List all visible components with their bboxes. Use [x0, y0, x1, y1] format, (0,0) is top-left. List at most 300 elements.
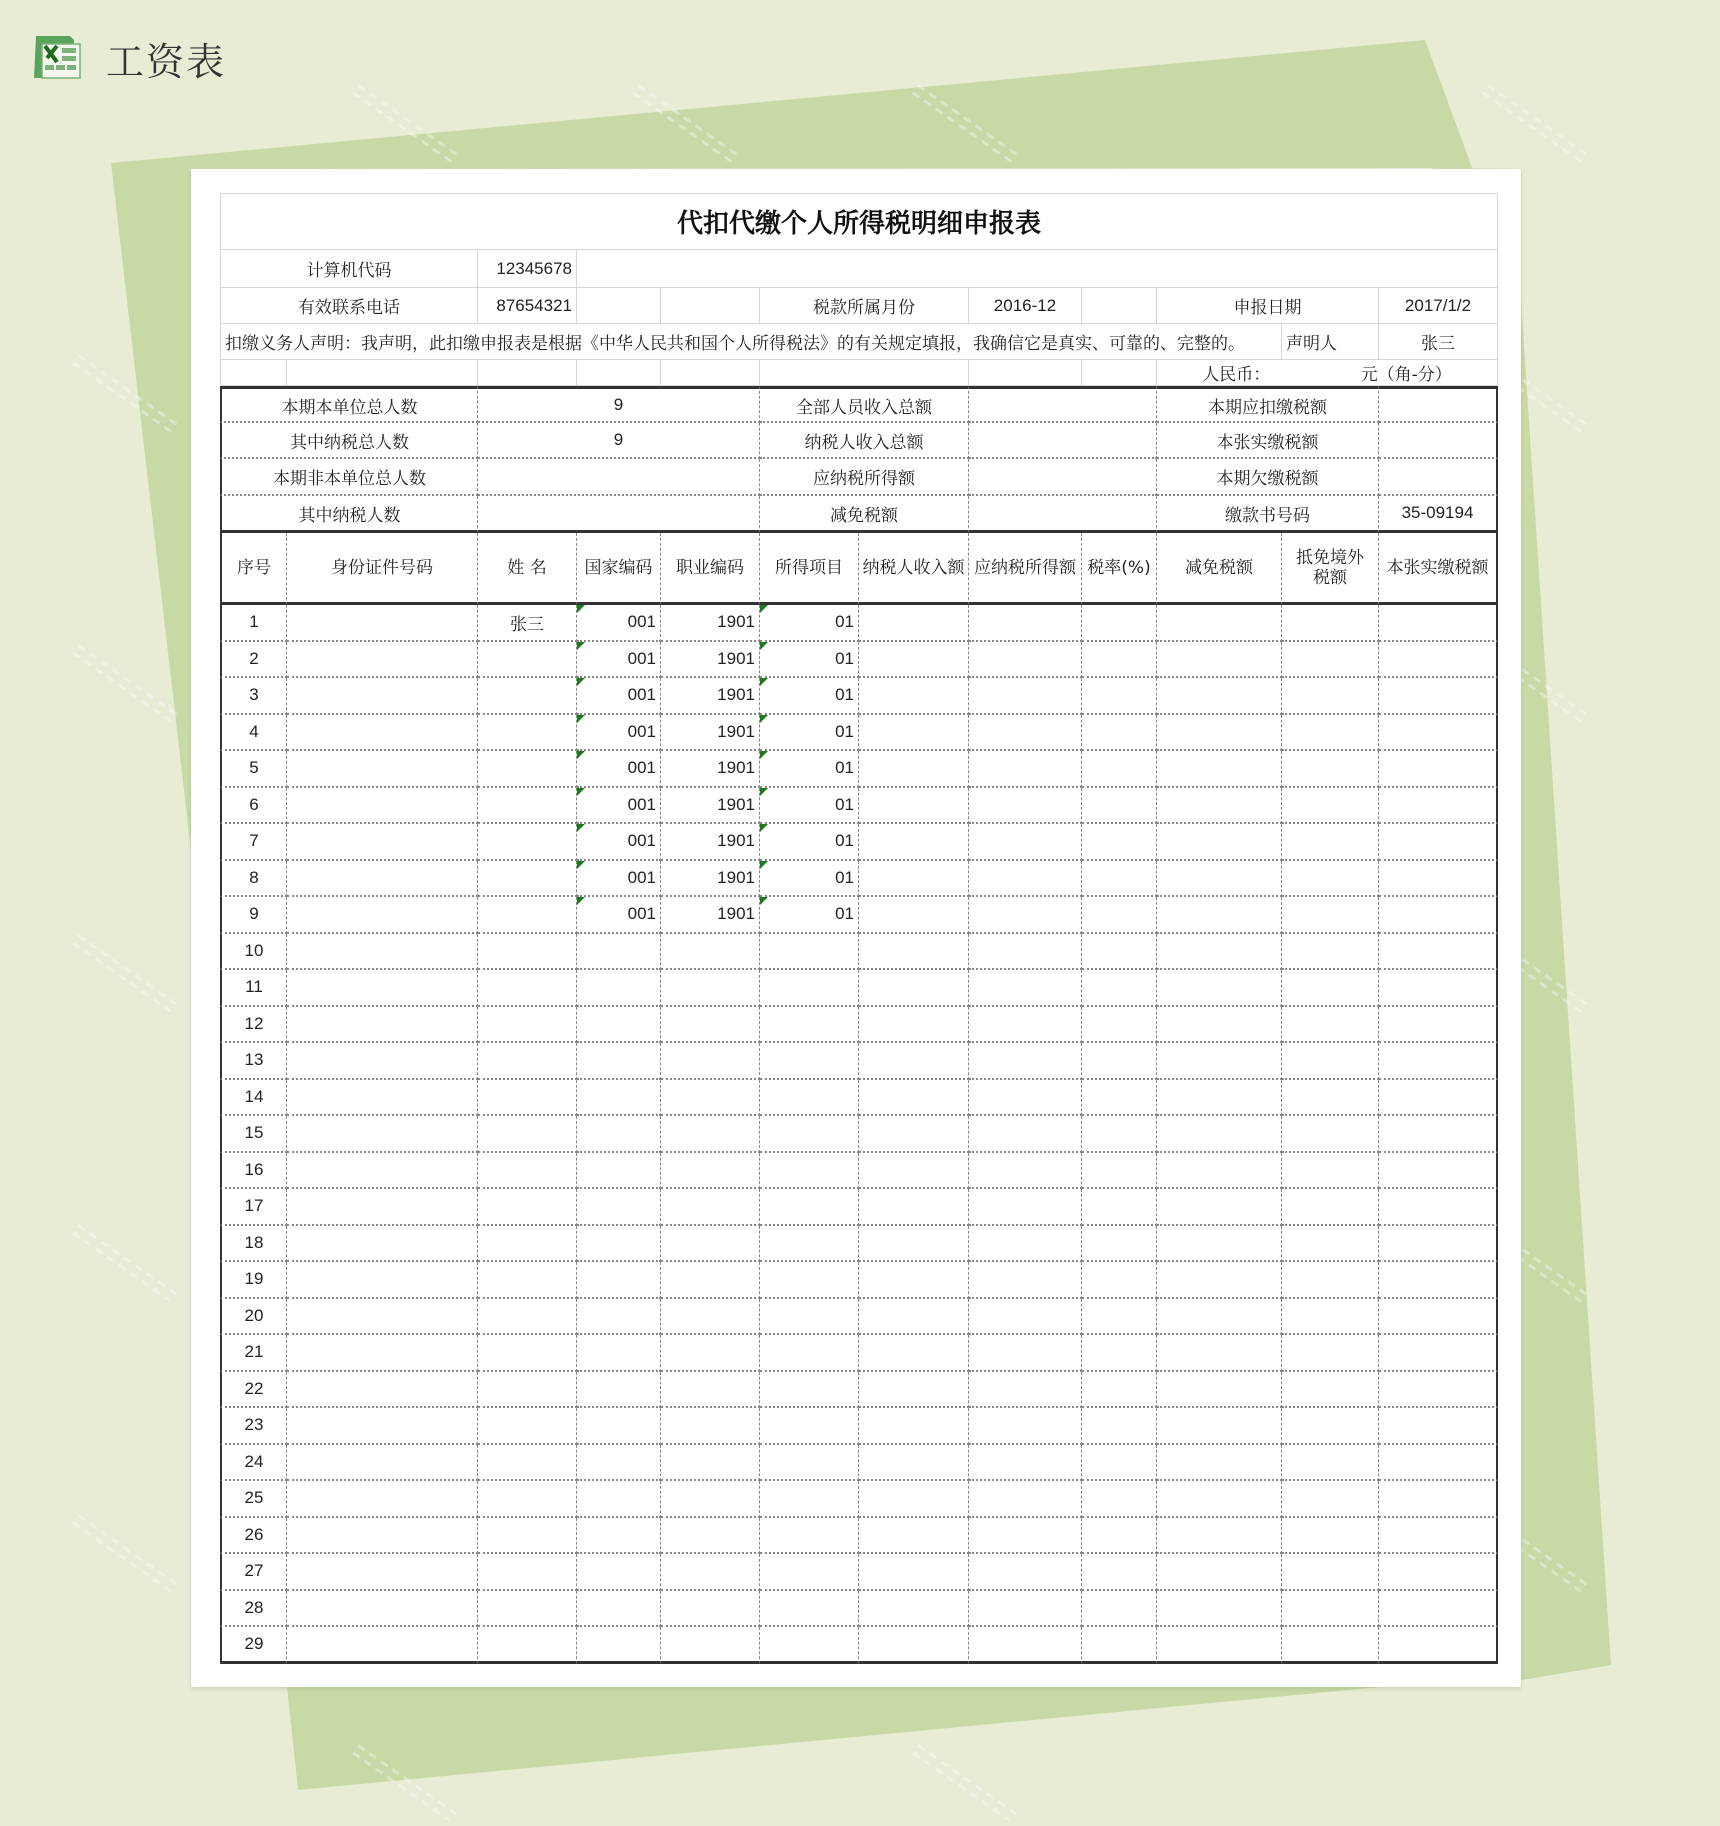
income-item-cell[interactable]: 01 [760, 788, 859, 825]
income-cell[interactable] [859, 788, 969, 825]
tax-relief-cell[interactable] [1157, 1591, 1282, 1628]
tax-rate-cell[interactable] [1082, 1116, 1157, 1153]
empty-cell[interactable] [1082, 288, 1157, 324]
tax-rate-cell[interactable] [1082, 678, 1157, 715]
summary-value[interactable] [1379, 423, 1498, 459]
job-code-cell[interactable] [661, 1262, 760, 1299]
foreign-credit-cell[interactable] [1282, 788, 1379, 825]
income-item-cell[interactable]: 01 [760, 861, 859, 898]
job-code-cell[interactable] [661, 934, 760, 971]
income-item-cell[interactable] [760, 1007, 859, 1044]
taxable-income-cell[interactable] [969, 897, 1082, 934]
tax-relief-cell[interactable] [1157, 1445, 1282, 1482]
taxable-income-cell[interactable] [969, 678, 1082, 715]
tax-rate-cell[interactable] [1082, 1335, 1157, 1372]
taxable-income-cell[interactable] [969, 1226, 1082, 1263]
job-code-cell[interactable]: 1901 [661, 861, 760, 898]
taxable-income-cell[interactable] [969, 1627, 1082, 1664]
country-code-cell[interactable]: 001 [577, 605, 661, 642]
name-cell[interactable] [478, 861, 577, 898]
country-code-cell[interactable] [577, 1262, 661, 1299]
taxable-income-cell[interactable] [969, 861, 1082, 898]
name-cell[interactable] [478, 751, 577, 788]
name-cell[interactable] [478, 1007, 577, 1044]
taxable-income-cell[interactable] [969, 1189, 1082, 1226]
empty-cell[interactable] [577, 360, 661, 386]
taxable-income-cell[interactable] [969, 751, 1082, 788]
job-code-cell[interactable] [661, 1627, 760, 1664]
job-code-cell[interactable] [661, 1518, 760, 1555]
id-number-cell[interactable] [287, 934, 478, 971]
income-cell[interactable] [859, 1226, 969, 1263]
id-number-cell[interactable] [287, 1189, 478, 1226]
summary-value[interactable] [969, 386, 1157, 423]
job-code-cell[interactable]: 1901 [661, 678, 760, 715]
foreign-credit-cell[interactable] [1282, 1518, 1379, 1555]
taxable-income-cell[interactable] [969, 715, 1082, 752]
name-cell[interactable] [478, 715, 577, 752]
income-cell[interactable] [859, 605, 969, 642]
income-cell[interactable] [859, 1591, 969, 1628]
tax-rate-cell[interactable] [1082, 1262, 1157, 1299]
job-code-cell[interactable] [661, 1445, 760, 1482]
tax-relief-cell[interactable] [1157, 1554, 1282, 1591]
job-code-cell[interactable]: 1901 [661, 751, 760, 788]
summary-value[interactable] [478, 459, 760, 496]
tax-relief-cell[interactable] [1157, 1043, 1282, 1080]
name-cell[interactable] [478, 642, 577, 679]
taxable-income-cell[interactable] [969, 1153, 1082, 1190]
income-cell[interactable] [859, 642, 969, 679]
income-item-cell[interactable] [760, 1627, 859, 1664]
country-code-cell[interactable] [577, 1481, 661, 1518]
id-number-cell[interactable] [287, 1372, 478, 1409]
empty-cell[interactable] [577, 288, 661, 324]
name-cell[interactable] [478, 1116, 577, 1153]
name-cell[interactable] [478, 788, 577, 825]
taxable-income-cell[interactable] [969, 1043, 1082, 1080]
tax-paid-cell[interactable] [1379, 1372, 1498, 1409]
id-number-cell[interactable] [287, 1445, 478, 1482]
job-code-cell[interactable]: 1901 [661, 605, 760, 642]
summary-value[interactable]: 9 [478, 423, 760, 459]
foreign-credit-cell[interactable] [1282, 1554, 1379, 1591]
foreign-credit-cell[interactable] [1282, 1627, 1379, 1664]
name-cell[interactable] [478, 1554, 577, 1591]
tax-relief-cell[interactable] [1157, 1408, 1282, 1445]
foreign-credit-cell[interactable] [1282, 1080, 1379, 1117]
summary-value[interactable] [969, 459, 1157, 496]
country-code-cell[interactable] [577, 1116, 661, 1153]
id-number-cell[interactable] [287, 1408, 478, 1445]
income-cell[interactable] [859, 1408, 969, 1445]
country-code-cell[interactable]: 001 [577, 824, 661, 861]
id-number-cell[interactable] [287, 1080, 478, 1117]
income-item-cell[interactable] [760, 1445, 859, 1482]
country-code-cell[interactable] [577, 1554, 661, 1591]
income-cell[interactable] [859, 1299, 969, 1336]
tax-relief-cell[interactable] [1157, 934, 1282, 971]
taxable-income-cell[interactable] [969, 1481, 1082, 1518]
income-item-cell[interactable] [760, 1153, 859, 1190]
income-item-cell[interactable] [760, 1080, 859, 1117]
tax-relief-cell[interactable] [1157, 1262, 1282, 1299]
payment-number-value[interactable]: 35-09194 [1379, 496, 1498, 533]
tax-paid-cell[interactable] [1379, 1226, 1498, 1263]
foreign-credit-cell[interactable] [1282, 1335, 1379, 1372]
income-cell[interactable] [859, 934, 969, 971]
id-number-cell[interactable] [287, 715, 478, 752]
foreign-credit-cell[interactable] [1282, 1153, 1379, 1190]
taxable-income-cell[interactable] [969, 1591, 1082, 1628]
id-number-cell[interactable] [287, 970, 478, 1007]
tax-relief-cell[interactable] [1157, 1481, 1282, 1518]
tax-paid-cell[interactable] [1379, 642, 1498, 679]
job-code-cell[interactable]: 1901 [661, 642, 760, 679]
tax-rate-cell[interactable] [1082, 1481, 1157, 1518]
tax-paid-cell[interactable] [1379, 788, 1498, 825]
job-code-cell[interactable] [661, 1226, 760, 1263]
tax-relief-cell[interactable] [1157, 1116, 1282, 1153]
income-item-cell[interactable] [760, 1189, 859, 1226]
income-item-cell[interactable] [760, 1299, 859, 1336]
tax-relief-cell[interactable] [1157, 1189, 1282, 1226]
taxable-income-cell[interactable] [969, 1372, 1082, 1409]
taxable-income-cell[interactable] [969, 1554, 1082, 1591]
name-cell[interactable]: 张三 [478, 605, 577, 642]
income-cell[interactable] [859, 1189, 969, 1226]
taxable-income-cell[interactable] [969, 970, 1082, 1007]
tax-relief-cell[interactable] [1157, 642, 1282, 679]
tax-rate-cell[interactable] [1082, 861, 1157, 898]
country-code-cell[interactable] [577, 1335, 661, 1372]
summary-value[interactable] [1379, 459, 1498, 496]
name-cell[interactable] [478, 1445, 577, 1482]
name-cell[interactable] [478, 1372, 577, 1409]
income-cell[interactable] [859, 1007, 969, 1044]
tax-paid-cell[interactable] [1379, 715, 1498, 752]
income-cell[interactable] [859, 1372, 969, 1409]
job-code-cell[interactable] [661, 1554, 760, 1591]
summary-value[interactable]: 9 [478, 386, 760, 423]
empty-cell[interactable] [478, 360, 577, 386]
declare-date-value[interactable]: 2017/1/2 [1379, 288, 1498, 324]
taxable-income-cell[interactable] [969, 642, 1082, 679]
computer-code-value[interactable]: 12345678 [478, 250, 577, 288]
taxable-income-cell[interactable] [969, 1262, 1082, 1299]
taxable-income-cell[interactable] [969, 824, 1082, 861]
tax-rate-cell[interactable] [1082, 1043, 1157, 1080]
tax-rate-cell[interactable] [1082, 605, 1157, 642]
tax-paid-cell[interactable] [1379, 1153, 1498, 1190]
tax-relief-cell[interactable] [1157, 1153, 1282, 1190]
id-number-cell[interactable] [287, 897, 478, 934]
id-number-cell[interactable] [287, 1153, 478, 1190]
job-code-cell[interactable] [661, 1299, 760, 1336]
income-item-cell[interactable] [760, 1554, 859, 1591]
id-number-cell[interactable] [287, 751, 478, 788]
job-code-cell[interactable] [661, 1481, 760, 1518]
tax-rate-cell[interactable] [1082, 934, 1157, 971]
job-code-cell[interactable] [661, 1043, 760, 1080]
tax-paid-cell[interactable] [1379, 1554, 1498, 1591]
id-number-cell[interactable] [287, 1591, 478, 1628]
tax-paid-cell[interactable] [1379, 897, 1498, 934]
tax-relief-cell[interactable] [1157, 1007, 1282, 1044]
tax-rate-cell[interactable] [1082, 788, 1157, 825]
job-code-cell[interactable] [661, 1080, 760, 1117]
phone-value[interactable]: 87654321 [478, 288, 577, 324]
summary-value[interactable] [478, 496, 760, 533]
tax-relief-cell[interactable] [1157, 1372, 1282, 1409]
income-item-cell[interactable]: 01 [760, 715, 859, 752]
taxable-income-cell[interactable] [969, 1080, 1082, 1117]
id-number-cell[interactable] [287, 1627, 478, 1664]
tax-month-value[interactable]: 2016-12 [969, 288, 1082, 324]
taxable-income-cell[interactable] [969, 1335, 1082, 1372]
income-item-cell[interactable] [760, 1226, 859, 1263]
foreign-credit-cell[interactable] [1282, 824, 1379, 861]
job-code-cell[interactable] [661, 1372, 760, 1409]
income-item-cell[interactable]: 01 [760, 824, 859, 861]
name-cell[interactable] [478, 1335, 577, 1372]
tax-paid-cell[interactable] [1379, 1445, 1498, 1482]
tax-paid-cell[interactable] [1379, 678, 1498, 715]
summary-value[interactable] [969, 496, 1157, 533]
country-code-cell[interactable]: 001 [577, 897, 661, 934]
tax-relief-cell[interactable] [1157, 1518, 1282, 1555]
id-number-cell[interactable] [287, 1554, 478, 1591]
tax-paid-cell[interactable] [1379, 1591, 1498, 1628]
country-code-cell[interactable] [577, 1153, 661, 1190]
foreign-credit-cell[interactable] [1282, 1299, 1379, 1336]
empty-cell[interactable] [969, 360, 1082, 386]
summary-value[interactable] [1379, 386, 1498, 423]
empty-cell[interactable] [287, 360, 478, 386]
tax-rate-cell[interactable] [1082, 1408, 1157, 1445]
id-number-cell[interactable] [287, 1262, 478, 1299]
tax-paid-cell[interactable] [1379, 934, 1498, 971]
taxable-income-cell[interactable] [969, 1445, 1082, 1482]
country-code-cell[interactable] [577, 1299, 661, 1336]
income-cell[interactable] [859, 897, 969, 934]
income-item-cell[interactable] [760, 1043, 859, 1080]
country-code-cell[interactable]: 001 [577, 788, 661, 825]
foreign-credit-cell[interactable] [1282, 715, 1379, 752]
id-number-cell[interactable] [287, 1335, 478, 1372]
tax-rate-cell[interactable] [1082, 1007, 1157, 1044]
tax-paid-cell[interactable] [1379, 1408, 1498, 1445]
income-cell[interactable] [859, 1153, 969, 1190]
empty-cell[interactable] [661, 360, 760, 386]
income-cell[interactable] [859, 970, 969, 1007]
income-item-cell[interactable] [760, 1481, 859, 1518]
name-cell[interactable] [478, 1189, 577, 1226]
name-cell[interactable] [478, 970, 577, 1007]
job-code-cell[interactable] [661, 1408, 760, 1445]
foreign-credit-cell[interactable] [1282, 605, 1379, 642]
name-cell[interactable] [478, 1408, 577, 1445]
tax-paid-cell[interactable] [1379, 1518, 1498, 1555]
foreign-credit-cell[interactable] [1282, 1408, 1379, 1445]
tax-relief-cell[interactable] [1157, 1335, 1282, 1372]
country-code-cell[interactable] [577, 1007, 661, 1044]
taxable-income-cell[interactable] [969, 1116, 1082, 1153]
name-cell[interactable] [478, 897, 577, 934]
income-item-cell[interactable]: 01 [760, 605, 859, 642]
income-item-cell[interactable] [760, 1591, 859, 1628]
tax-relief-cell[interactable] [1157, 1080, 1282, 1117]
foreign-credit-cell[interactable] [1282, 751, 1379, 788]
id-number-cell[interactable] [287, 642, 478, 679]
tax-paid-cell[interactable] [1379, 1299, 1498, 1336]
job-code-cell[interactable]: 1901 [661, 788, 760, 825]
name-cell[interactable] [478, 1226, 577, 1263]
taxable-income-cell[interactable] [969, 605, 1082, 642]
tax-paid-cell[interactable] [1379, 1116, 1498, 1153]
id-number-cell[interactable] [287, 1007, 478, 1044]
income-cell[interactable] [859, 1518, 969, 1555]
tax-relief-cell[interactable] [1157, 1627, 1282, 1664]
tax-relief-cell[interactable] [1157, 605, 1282, 642]
tax-rate-cell[interactable] [1082, 1518, 1157, 1555]
declarant-value[interactable]: 张三 [1379, 324, 1498, 360]
empty-cell[interactable] [661, 288, 760, 324]
tax-relief-cell[interactable] [1157, 678, 1282, 715]
income-cell[interactable] [859, 1445, 969, 1482]
job-code-cell[interactable] [661, 970, 760, 1007]
income-cell[interactable] [859, 1335, 969, 1372]
tax-paid-cell[interactable] [1379, 824, 1498, 861]
name-cell[interactable] [478, 1043, 577, 1080]
income-cell[interactable] [859, 1116, 969, 1153]
tax-paid-cell[interactable] [1379, 605, 1498, 642]
name-cell[interactable] [478, 1080, 577, 1117]
income-cell[interactable] [859, 751, 969, 788]
income-cell[interactable] [859, 1627, 969, 1664]
foreign-credit-cell[interactable] [1282, 1481, 1379, 1518]
taxable-income-cell[interactable] [969, 1007, 1082, 1044]
tax-rate-cell[interactable] [1082, 751, 1157, 788]
foreign-credit-cell[interactable] [1282, 1372, 1379, 1409]
tax-rate-cell[interactable] [1082, 1153, 1157, 1190]
job-code-cell[interactable]: 1901 [661, 897, 760, 934]
tax-relief-cell[interactable] [1157, 751, 1282, 788]
tax-relief-cell[interactable] [1157, 788, 1282, 825]
tax-rate-cell[interactable] [1082, 715, 1157, 752]
job-code-cell[interactable] [661, 1189, 760, 1226]
name-cell[interactable] [478, 934, 577, 971]
country-code-cell[interactable]: 001 [577, 678, 661, 715]
taxable-income-cell[interactable] [969, 1408, 1082, 1445]
country-code-cell[interactable] [577, 1080, 661, 1117]
country-code-cell[interactable]: 001 [577, 751, 661, 788]
tax-rate-cell[interactable] [1082, 1372, 1157, 1409]
id-number-cell[interactable] [287, 861, 478, 898]
name-cell[interactable] [478, 1627, 577, 1664]
income-item-cell[interactable] [760, 1518, 859, 1555]
income-item-cell[interactable] [760, 1372, 859, 1409]
country-code-cell[interactable] [577, 1591, 661, 1628]
foreign-credit-cell[interactable] [1282, 678, 1379, 715]
tax-rate-cell[interactable] [1082, 1554, 1157, 1591]
tax-paid-cell[interactable] [1379, 1335, 1498, 1372]
tax-paid-cell[interactable] [1379, 1189, 1498, 1226]
tax-paid-cell[interactable] [1379, 861, 1498, 898]
tax-rate-cell[interactable] [1082, 1299, 1157, 1336]
tax-paid-cell[interactable] [1379, 1627, 1498, 1664]
tax-relief-cell[interactable] [1157, 970, 1282, 1007]
id-number-cell[interactable] [287, 1226, 478, 1263]
income-cell[interactable] [859, 1262, 969, 1299]
id-number-cell[interactable] [287, 1116, 478, 1153]
income-cell[interactable] [859, 1554, 969, 1591]
tax-rate-cell[interactable] [1082, 642, 1157, 679]
tax-paid-cell[interactable] [1379, 1481, 1498, 1518]
id-number-cell[interactable] [287, 605, 478, 642]
income-cell[interactable] [859, 824, 969, 861]
country-code-cell[interactable] [577, 1518, 661, 1555]
id-number-cell[interactable] [287, 1299, 478, 1336]
country-code-cell[interactable]: 001 [577, 861, 661, 898]
id-number-cell[interactable] [287, 678, 478, 715]
foreign-credit-cell[interactable] [1282, 1007, 1379, 1044]
empty-cell[interactable] [577, 250, 1498, 288]
tax-rate-cell[interactable] [1082, 1080, 1157, 1117]
country-code-cell[interactable] [577, 1627, 661, 1664]
taxable-income-cell[interactable] [969, 1299, 1082, 1336]
income-cell[interactable] [859, 1080, 969, 1117]
income-cell[interactable] [859, 678, 969, 715]
id-number-cell[interactable] [287, 1043, 478, 1080]
foreign-credit-cell[interactable] [1282, 642, 1379, 679]
empty-cell[interactable] [220, 360, 287, 386]
income-item-cell[interactable] [760, 1335, 859, 1372]
country-code-cell[interactable]: 001 [577, 715, 661, 752]
tax-paid-cell[interactable] [1379, 1080, 1498, 1117]
tax-rate-cell[interactable] [1082, 1591, 1157, 1628]
name-cell[interactable] [478, 1262, 577, 1299]
foreign-credit-cell[interactable] [1282, 1226, 1379, 1263]
tax-paid-cell[interactable] [1379, 1007, 1498, 1044]
tax-relief-cell[interactable] [1157, 715, 1282, 752]
tax-rate-cell[interactable] [1082, 1226, 1157, 1263]
income-item-cell[interactable]: 01 [760, 751, 859, 788]
id-number-cell[interactable] [287, 824, 478, 861]
taxable-income-cell[interactable] [969, 934, 1082, 971]
country-code-cell[interactable] [577, 1043, 661, 1080]
tax-relief-cell[interactable] [1157, 1299, 1282, 1336]
foreign-credit-cell[interactable] [1282, 1262, 1379, 1299]
taxable-income-cell[interactable] [969, 788, 1082, 825]
income-item-cell[interactable]: 01 [760, 642, 859, 679]
job-code-cell[interactable]: 1901 [661, 824, 760, 861]
income-item-cell[interactable] [760, 970, 859, 1007]
foreign-credit-cell[interactable] [1282, 1043, 1379, 1080]
foreign-credit-cell[interactable] [1282, 1116, 1379, 1153]
tax-relief-cell[interactable] [1157, 897, 1282, 934]
id-number-cell[interactable] [287, 1518, 478, 1555]
country-code-cell[interactable] [577, 934, 661, 971]
country-code-cell[interactable] [577, 1189, 661, 1226]
tax-paid-cell[interactable] [1379, 970, 1498, 1007]
tax-rate-cell[interactable] [1082, 1445, 1157, 1482]
tax-rate-cell[interactable] [1082, 824, 1157, 861]
foreign-credit-cell[interactable] [1282, 861, 1379, 898]
income-cell[interactable] [859, 715, 969, 752]
country-code-cell[interactable] [577, 1372, 661, 1409]
income-item-cell[interactable]: 01 [760, 678, 859, 715]
